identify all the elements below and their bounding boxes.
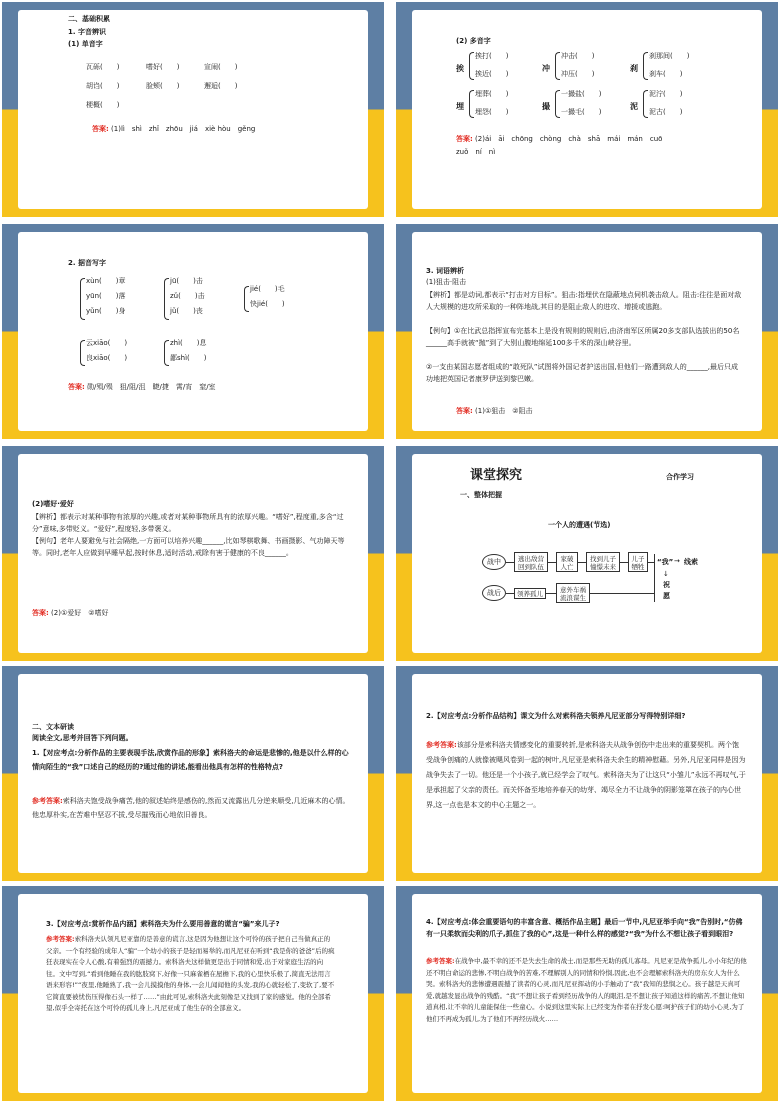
word-item: 刹车( )	[649, 70, 683, 78]
answer-label: 参考答案:	[32, 797, 63, 805]
question-2: 2.【对应考点:分析作品结构】课文为什么对索科洛夫领养凡尼亚部分写得特别详细?	[426, 712, 686, 720]
answer-text: 该部分是索科洛夫情感变化的重要转折,是索科洛夫从战争创伤中走出来的重要契机。两个饱受战争创痛的人就像被飓风卷到一起的树叶,凡尼亚是索科洛夫余生的精神慰藉。另外,凡尼亚同样是因为战争失去了一切。他还是一个小孩子,就已经学会了叹气。索科洛夫为了让这只“小雏儿”永远不再叹气,于是承担起了父亲的责任。而关怀备至地培养春天的幼芽、竭尽全力不让战争的阴影笼罩在孩子的内心世界,这一点也是本文的中心主题之一。	[426, 741, 746, 809]
sub-heading: (2)嗜好·爱好	[32, 500, 74, 508]
slide-5[interactable]	[2, 446, 384, 661]
word-item: 瓦砾( )	[86, 63, 120, 71]
analysis-paragraph: 【辨析】都是动词,都表示“打击对方目标”。狙击:指埋伏在隐蔽地点伺机袭击敌人。阻击:往往是面对敌人大规模的进攻所采取的一种阵地战,其目的是阻止敌人的进攻、增援或逃跑。	[426, 291, 742, 311]
word-item: 冲压( )	[561, 70, 595, 78]
slide-card	[412, 10, 762, 209]
box-son: 找到儿子 憧憬未来	[586, 552, 620, 572]
answer-text: (2)①爱好 ②嗜好	[51, 609, 109, 617]
poly-char: 挨	[456, 64, 464, 73]
answer-block	[32, 794, 352, 822]
brace	[555, 52, 560, 80]
example-paragraph: 【例句】老年人要避免与社会隔绝,一方面可以培养兴趣______,比如琴棋歌舞、书画摄影、气功障天等等。同时,老年人应做到早睡早起,按时休息,适时活动,戒除有害于健康的不良______。	[32, 537, 345, 557]
slide-4[interactable]	[396, 224, 778, 439]
answer-text: 索科洛夫饱受战争痛苦,他的叙述始终是感伤的,然而又流露出几分逆来顺受,几近麻木的心情。他忠厚朴实,在苦难中坚忍不拔,受尽摧残而心地依旧善良。	[32, 797, 350, 819]
slide-2[interactable]	[396, 2, 778, 217]
word-item: xùn( )章	[86, 277, 126, 285]
sub-heading: 2. 据音写字	[68, 259, 106, 267]
word-item: zǔ( )击	[170, 292, 205, 300]
slide-card	[18, 10, 368, 209]
word-item: 良xiāo( )	[86, 354, 128, 362]
sub-heading: (1) 单音字	[68, 40, 103, 48]
answer-line	[456, 134, 662, 145]
brace	[643, 52, 648, 80]
answer-text: 在战争中,最不幸的还不是失去生命的战士,而是那些无助的孤儿寡母。凡尼亚是战争孤儿,小小年纪的他还不明白命运的悲惨,不明白战争的苦难,不理解别人的同情和怜悯,因此,也不会理解索科洛夫的房东女人为什么哭。索科洛夫的悲惨遭遇震撼了读者的心灵,而凡尼亚挥动的小手触动了“我”我知的悲悯之心。孩子越是天真可爱,就越发显出战争的残酷。“我”不想让孩子看到经历战争的人的眼泪,是不想让孩子知道这样的痛苦,不想让他知道真相,让不幸的儿童能保住一些童心。小说到这里实际上已经变为作者在抒发心愿:呵护孩子们的幼小心灵,为了他们不再成为孤儿,为了他们不再经历战火……	[426, 957, 747, 1023]
slide-10[interactable]	[396, 886, 778, 1101]
answer-label: 答案:	[456, 135, 473, 143]
answer-line	[92, 124, 255, 135]
slide-6[interactable]	[396, 446, 778, 661]
brace	[469, 52, 474, 80]
arrow-right-icon: →	[674, 557, 680, 565]
question-1: 1.【对应考点:分析作品的主要表现手法,欣赏作品的形象】索科洛夫的命运是悲惨的,他是以什么样的心情向陌生的“我”口述自己的经历的?通过他的讲述,能看出他具有怎样的性格特点?	[32, 749, 349, 771]
section-heading: 二、文本研读	[32, 723, 74, 731]
analysis-paragraph: 【辨析】都表示对某种事物有浓厚的兴趣,或者对某种事物所具有的浓厚兴趣。“嗜好”,程度重,多含“过分”意味,多带贬义。“爱好”,程度轻,多带褒义。	[32, 513, 344, 533]
node-blessing: 祝 愿	[663, 581, 670, 600]
brace	[164, 278, 169, 320]
brace	[244, 286, 249, 312]
sub-heading: (2) 多音字	[456, 37, 491, 45]
answer-line	[32, 608, 109, 619]
word-item: 宣闹( )	[204, 63, 238, 71]
brace	[469, 90, 474, 118]
answer-text: (2)ái āi chōng chòng chà shā mái mán cuō	[475, 135, 663, 143]
word-item: 快jié( )	[250, 300, 285, 308]
word-item: 嗜好( )	[146, 63, 180, 71]
connector	[590, 593, 654, 594]
answer-text: (1)lì shì zhǐ zhōu jiá xiè hòu gěng	[111, 125, 256, 133]
example-paragraph: 【例句】①在比武总指挥宣布完基本上是没有规则的规则后,由济南军区所属20多支部队选拔出的50名______高手就被“抛”到了大别山腹地绵延100多千米的深山峡谷里。	[426, 327, 740, 347]
box-escape: 逃出敌营 回到队伍	[514, 552, 548, 572]
word-item: 泥泞( )	[649, 90, 683, 98]
answer-text: zuǒ ní nì	[456, 148, 496, 156]
answer-line	[68, 382, 216, 393]
box-family: 家破 人亡	[556, 552, 578, 572]
connector	[578, 562, 586, 563]
diagram-title: 一个人的遭遇(节选)	[548, 521, 611, 529]
slide-card	[18, 894, 368, 1093]
word-item: jié( )毛	[250, 285, 285, 293]
section-heading: 一、整体把握	[460, 491, 502, 499]
slide-3[interactable]	[2, 224, 384, 439]
word-item: 云xiāo( )	[86, 339, 128, 347]
word-item: yǔn( )身	[86, 307, 126, 315]
poly-char: 埋	[456, 102, 464, 111]
connector	[506, 593, 514, 594]
word-item: jū( )击	[170, 277, 203, 285]
answer-label: 答案:	[32, 609, 49, 617]
word-item: 邂逅( )	[204, 82, 238, 90]
answer-text: (1)①狙击 ②阻击	[475, 407, 533, 415]
connector	[548, 562, 556, 563]
slide-1[interactable]	[2, 2, 384, 217]
answer-line	[456, 406, 533, 417]
poly-char: 刹	[630, 64, 638, 73]
connector	[546, 593, 556, 594]
section-heading: 二、基础积累	[68, 15, 110, 23]
section-tag: 合作学习	[666, 473, 694, 481]
page-title: 课堂探究	[470, 468, 523, 483]
word-item: 梗概( )	[86, 101, 120, 109]
answer-label: 参考答案:	[426, 741, 457, 749]
sub-heading: 3. 词语辨析	[426, 267, 464, 275]
node-after: 战后	[482, 585, 506, 601]
answer-block	[46, 934, 336, 1015]
word-item: jǔ( )丧	[170, 307, 203, 315]
brace	[80, 340, 85, 366]
poly-char: 冲	[542, 64, 550, 73]
brace	[643, 90, 648, 118]
box-wander: 意外车祸 流浪谋生	[556, 583, 590, 603]
slide-card	[412, 232, 762, 431]
word-item: 脸颊( )	[146, 82, 180, 90]
word-item: 冲击( )	[561, 52, 595, 60]
answer-label: 答案:	[68, 383, 85, 391]
word-item: zhì( )息	[170, 339, 207, 347]
brace	[164, 340, 169, 366]
word-item: 挨近( )	[475, 70, 509, 78]
instruction: 阅读全文,思考并回答下列问题。	[32, 734, 133, 742]
answer-label: 参考答案:	[46, 935, 75, 943]
slide-card	[412, 454, 762, 653]
example-paragraph: ②一支由某国志愿者组成的“敢死队”试图将外国记者护送出国,但他们一路遭到敌人的______,最后只成功地把英国记者康罗伊送到黎巴嫩。	[426, 363, 738, 383]
connector	[620, 562, 628, 563]
slide-card	[412, 674, 762, 873]
word-item: 泥古( )	[649, 108, 683, 116]
slide-card	[18, 454, 368, 653]
question-4: 4.【对应考点:体会重要语句的丰富含意、概括作品主题】最后一节中,凡尼亚举手向“我”告别时,“仿佛有一只柔软而尖利的爪子,抓住了我的心”,这是一种什么样的感觉?“我”为什么不想让孩子看到眼泪?	[426, 918, 743, 938]
connector	[654, 554, 655, 602]
slide-9[interactable]	[2, 886, 384, 1101]
question-3: 3.【对应考点:赏析作品内涵】索科洛夫为什么要用善意的谎言“骗”来儿子?	[46, 920, 280, 928]
word-item: 胡诌( )	[86, 82, 120, 90]
connector	[506, 562, 514, 563]
word-item: 一撮盐( )	[561, 90, 602, 98]
slide-card	[412, 894, 762, 1093]
node-war: 战中	[482, 554, 506, 570]
answer-block	[426, 956, 748, 1025]
answer-block	[426, 738, 746, 813]
answer-label: 答案:	[92, 125, 109, 133]
poly-char: 撮	[542, 102, 550, 111]
answer-text: 勋/殒/殒 狙/阻/沮 睫/捷 霄/宵 窒/室	[87, 383, 216, 391]
slide-card	[18, 232, 368, 431]
answer-label: 答案:	[456, 407, 473, 415]
poly-char: 泥	[630, 102, 638, 111]
sub-heading: 1. 字音辨识	[68, 28, 106, 36]
compare-words: (1)狙击·阻击	[426, 278, 467, 286]
word-item: yūn( )落	[86, 292, 126, 300]
word-item: 埋怨( )	[475, 108, 509, 116]
word-item: 刹那间( )	[649, 52, 690, 60]
node-me: “我”	[657, 558, 674, 566]
answer-label: 参考答案:	[426, 957, 455, 965]
brace	[80, 278, 85, 320]
slide-7[interactable]	[2, 666, 384, 881]
word-item: 一撮毛( )	[561, 108, 602, 116]
box-adopt: 领养孤儿	[514, 588, 546, 599]
slide-8[interactable]	[396, 666, 778, 881]
word-item: 挨打( )	[475, 52, 509, 60]
node-clue: 线索	[684, 558, 698, 566]
word-item: 埋葬( )	[475, 90, 509, 98]
word-item: 鄙shì( )	[170, 354, 207, 362]
brace	[555, 90, 560, 118]
arrow-down-icon: ↓	[663, 570, 669, 578]
slide-card	[18, 674, 368, 873]
answer-text: 索科洛夫认领凡尼亚靠的是善意的谎言,这是因为他想让这个可怜的孩子把自己当做真正的父亲。一个有经验的成年人“骗”一个幼小的孩子是轻而易举的,而凡尼亚在听到“我是你的爸爸”后的疯狂表现实在令人心酸,有着强烈的震撼力。索科洛夫这样做更是出于同情和爱,出于对家庭生活的向往。文中写到,“看到他睡在我的肱肢窝下,好像一只麻雀栖在屋檐下,我的心里快乐极了,简直无法用言语来形容!”“夜里,他睡熟了,我一会儿摸摸他的身体,一会儿闻闻他的头发,我的心就轻松了,变软了,要不它简直要被忧伤压得像石头一样了……”由此可见,索科洛夫此刻像是又找到了家的感觉。他的全部希望,似乎全寄托在这个可怜的孤儿身上,凡尼亚成了他生存的全部意义。	[46, 935, 335, 1012]
box-sacrifice: 儿子 牺牲	[628, 552, 648, 572]
